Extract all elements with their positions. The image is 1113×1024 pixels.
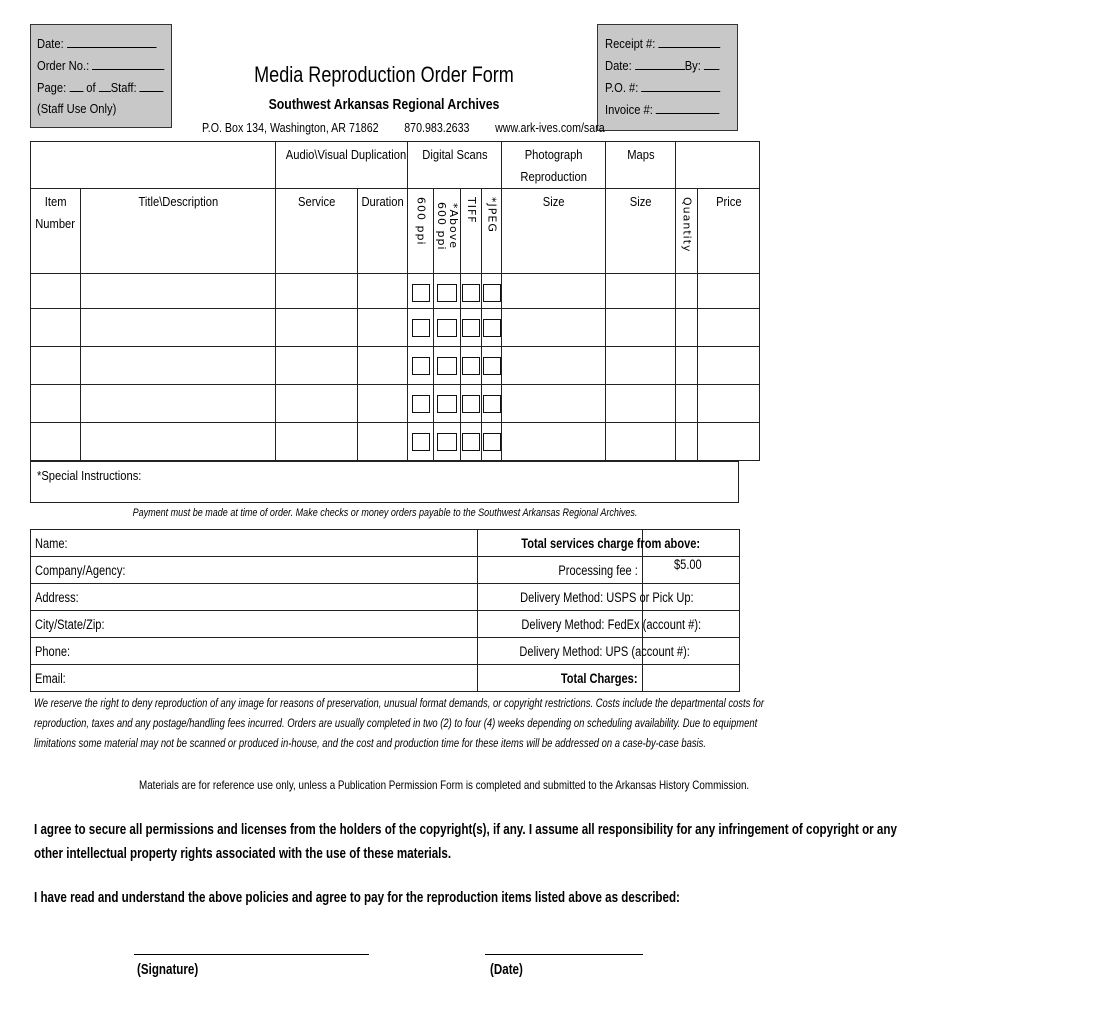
staff-order-field[interactable] (92, 55, 164, 70)
maps-size-cell[interactable] (606, 274, 676, 309)
item-number-cell[interactable] (31, 385, 81, 423)
scan-600-cell (408, 274, 434, 309)
duration-cell[interactable] (358, 423, 408, 461)
charge-label-cell (478, 530, 701, 557)
photo-size-cell[interactable] (502, 385, 606, 423)
form-title: Media Reproduction Order Form (254, 62, 514, 87)
website-link[interactable]: www.ark-ives.com/sara (495, 120, 605, 135)
photo-size-cell[interactable] (502, 274, 606, 309)
duration-cell[interactable] (358, 385, 408, 423)
service-cell[interactable] (276, 385, 358, 423)
scan-above-600-cell (434, 385, 461, 423)
charge-label: Total services charge from above: (521, 535, 701, 551)
price-cell[interactable] (698, 347, 760, 385)
title-description-cell[interactable] (81, 347, 276, 385)
reference-note: Materials are for reference use only, unless a Publication Permission Form is completed and submitted to the Arkansas History Commission. (139, 778, 750, 792)
price-cell[interactable] (698, 423, 760, 461)
scan-above-600-cell (434, 347, 461, 385)
scan-600-header: 600 ppi (408, 189, 434, 274)
receipt-by-field[interactable] (704, 55, 719, 70)
charge-label-cell (478, 557, 643, 584)
service-header: Service (276, 189, 358, 274)
quantity-cell[interactable] (676, 309, 698, 347)
order-row (31, 309, 760, 347)
maps-group-header: Maps (606, 142, 676, 189)
photo-size-cell[interactable] (502, 347, 606, 385)
charge-label-cell (478, 584, 694, 611)
charge-label: Delivery Method: FedEx (account #): (521, 616, 702, 632)
scan-600-checkbox[interactable] (412, 433, 430, 451)
policy-line: reproduction, taxes and any postage/handling fees incurred. Orders are usually completed in two (2) to four (4) weeks depending on scheduling availability. Due to equipment (34, 718, 758, 730)
photo-size-cell[interactable] (502, 309, 606, 347)
quantity-cell[interactable] (676, 347, 698, 385)
receipt-row: Receipt #: (605, 33, 720, 54)
service-cell[interactable] (276, 309, 358, 347)
info-row (31, 584, 740, 611)
service-cell[interactable] (276, 347, 358, 385)
page-total-field[interactable] (99, 77, 111, 92)
receipt-field[interactable] (658, 33, 720, 48)
scan-jpeg-header: *JPEG (482, 189, 502, 274)
info-row (31, 530, 740, 557)
info-row (31, 611, 740, 638)
scan-above-600-checkbox[interactable] (437, 357, 457, 375)
duration-cell[interactable] (358, 347, 408, 385)
staff-use-note: (Staff Use Only) (37, 101, 117, 116)
policy-line: We reserve the right to deny reproduction of any image for reasons of preservation, unusual format demands, or copyright restrictions. Costs include the departmental costs for (34, 698, 764, 710)
staff-initials-field[interactable] (140, 77, 164, 92)
duration-header: Duration (358, 189, 408, 274)
scan-tiff-checkbox[interactable] (462, 395, 480, 413)
staff-order-row: Order No.: (37, 55, 165, 76)
maps-size-cell[interactable] (606, 347, 676, 385)
price-cell[interactable] (698, 274, 760, 309)
scan-above-600-cell (434, 274, 461, 309)
title-description-cell[interactable] (81, 423, 276, 461)
contact-line (202, 120, 605, 135)
customer-field-label: Email: (35, 670, 66, 686)
scan-tiff-cell (461, 423, 482, 461)
info-row (31, 557, 740, 584)
agreement-line: other intellectual property rights associated with the use of these materials. (34, 846, 452, 862)
special-instructions-label: *Special Instructions: (37, 468, 142, 483)
info-row (31, 665, 740, 692)
photo-size-header: Size (502, 189, 606, 274)
scan-above-600-cell (434, 309, 461, 347)
customer-field[interactable] (31, 665, 478, 692)
title-description-header: Title\Description (81, 189, 276, 274)
scan-tiff-cell (461, 309, 482, 347)
digital-group-header: Digital Scans (408, 142, 502, 189)
customer-field[interactable] (31, 557, 478, 584)
maps-size-header: Size (606, 189, 676, 274)
charge-label: Delivery Method: USPS or Pick Up: (520, 589, 694, 605)
scan-600-cell (408, 347, 434, 385)
scan-jpeg-checkbox[interactable] (483, 433, 501, 451)
special-instructions-box[interactable] (30, 461, 739, 503)
scan-jpeg-checkbox[interactable] (483, 357, 501, 375)
charge-label-cell (478, 611, 702, 638)
price-cell[interactable] (698, 385, 760, 423)
customer-field[interactable] (31, 611, 478, 638)
charge-label: Processing fee : (558, 562, 638, 578)
photo-size-cell[interactable] (502, 423, 606, 461)
order-row (31, 423, 760, 461)
customer-field-label: Phone: (35, 643, 71, 659)
maps-size-cell[interactable] (606, 309, 676, 347)
quantity-cell[interactable] (676, 274, 698, 309)
item-number-header: Item Number (31, 189, 81, 274)
duration-cell[interactable] (358, 274, 408, 309)
org-name: Southwest Arkansas Regional Archives (268, 96, 500, 113)
phone: 870.983.2633 (404, 120, 470, 135)
scan-jpeg-checkbox[interactable] (483, 284, 501, 302)
address: P.O. Box 134, Washington, AR 71862 (202, 120, 379, 135)
charge-label: Delivery Method: UPS (account #): (519, 643, 690, 659)
date-label: (Date) (490, 962, 523, 978)
staff-use-box (30, 24, 172, 128)
av-group-header: Audio\Visual Duplication (276, 142, 408, 189)
charge-amount: $5.00 (674, 557, 702, 572)
order-row (31, 347, 760, 385)
agreement-line: I agree to secure all permissions and licenses from the holders of the copyright(s), if any. I assume all responsibility for any infringement of copyright or any (34, 822, 897, 838)
signature-label: (Signature) (137, 962, 199, 978)
scan-tiff-cell (461, 347, 482, 385)
price-cell[interactable] (698, 309, 760, 347)
receipt-date-row: Date: By: (605, 55, 719, 76)
date-line[interactable] (485, 954, 643, 955)
scan-tiff-checkbox[interactable] (462, 357, 480, 375)
scan-jpeg-checkbox[interactable] (483, 395, 501, 413)
quantity-cell[interactable] (676, 423, 698, 461)
item-number-cell[interactable] (31, 309, 81, 347)
scan-jpeg-cell (482, 309, 502, 347)
charge-label-cell (478, 665, 643, 692)
service-cell[interactable] (276, 423, 358, 461)
info-row (31, 638, 740, 665)
customer-field[interactable] (31, 638, 478, 665)
scan-600-checkbox[interactable] (412, 395, 430, 413)
quantity-cell[interactable] (676, 385, 698, 423)
price-header: Price (698, 189, 760, 274)
customer-field-label: Company/Agency: (35, 562, 126, 578)
title-description-cell[interactable] (81, 385, 276, 423)
po-row: P.O. #: (605, 77, 721, 98)
scan-600-cell (408, 385, 434, 423)
scan-jpeg-checkbox[interactable] (483, 319, 501, 337)
customer-field[interactable] (31, 584, 478, 611)
item-number-cell[interactable] (31, 274, 81, 309)
scan-tiff-checkbox[interactable] (462, 284, 480, 302)
quantity-header: Quantity (676, 189, 698, 274)
invoice-row: Invoice #: (605, 99, 720, 120)
read-statement: I have read and understand the above policies and agree to pay for the reproduction items listed above as described: (34, 890, 680, 906)
title-description-cell[interactable] (81, 309, 276, 347)
scan-above-600-cell (434, 423, 461, 461)
staff-date-field[interactable] (67, 33, 156, 48)
scan-600-checkbox[interactable] (412, 319, 430, 337)
photo-group-header: Photograph Reproduction (502, 142, 606, 189)
item-number-cell[interactable] (31, 423, 81, 461)
payment-note: Payment must be made at time of order. Make checks or money orders payable to the Southwest Arkansas Regional Archives. (132, 507, 638, 519)
scan-tiff-cell (461, 385, 482, 423)
scan-above-600-checkbox[interactable] (437, 395, 457, 413)
customer-field[interactable] (31, 530, 478, 557)
receipt-date-field[interactable] (635, 55, 685, 70)
service-cell[interactable] (276, 274, 358, 309)
receipt-box (597, 24, 738, 131)
maps-size-cell[interactable] (606, 423, 676, 461)
scan-tiff-cell (461, 274, 482, 309)
page-number-field[interactable] (69, 77, 83, 92)
scan-jpeg-cell (482, 423, 502, 461)
customer-field-label: Name: (35, 535, 68, 551)
po-field[interactable] (641, 77, 720, 92)
order-table (30, 141, 760, 461)
scan-600-cell (408, 309, 434, 347)
duration-cell[interactable] (358, 309, 408, 347)
signature-line[interactable] (134, 954, 369, 955)
order-row (31, 385, 760, 423)
column-header-row (31, 189, 760, 274)
invoice-field[interactable] (656, 99, 720, 114)
scan-above-600-checkbox[interactable] (437, 284, 457, 302)
agreement-statement (34, 818, 1113, 866)
charge-value[interactable] (643, 557, 740, 584)
item-number-cell[interactable] (31, 347, 81, 385)
scan-jpeg-cell (482, 347, 502, 385)
scan-600-checkbox[interactable] (412, 357, 430, 375)
scan-tiff-checkbox[interactable] (462, 319, 480, 337)
policy-line: limitations some material may not be scanned or produced in-house, and the cost and production time for these items will be addressed on a case-by-case basis. (34, 738, 706, 750)
maps-size-cell[interactable] (606, 385, 676, 423)
group-header-row (31, 142, 760, 189)
staff-date-row: Date: (37, 33, 156, 54)
policy-paragraph (34, 694, 924, 754)
scan-above-600-header: *Above 600 ppi (434, 189, 461, 274)
charge-label-cell (478, 638, 690, 665)
scan-above-600-checkbox[interactable] (437, 319, 457, 337)
scan-600-cell (408, 423, 434, 461)
scan-tiff-header: TIFF (461, 189, 482, 274)
order-row (31, 274, 760, 309)
customer-field-label: Address: (35, 589, 79, 605)
scan-600-checkbox[interactable] (412, 284, 430, 302)
scan-tiff-checkbox[interactable] (462, 433, 480, 451)
charge-value[interactable] (643, 665, 740, 692)
scan-above-600-checkbox[interactable] (437, 433, 457, 451)
staff-page-row: Page: of Staff: (37, 77, 164, 98)
customer-charges-table (30, 529, 740, 692)
customer-field-label: City/State/Zip: (35, 616, 105, 632)
scan-jpeg-cell (482, 385, 502, 423)
charge-label: Total Charges: (561, 670, 638, 686)
title-description-cell[interactable] (81, 274, 276, 309)
scan-jpeg-cell (482, 274, 502, 309)
